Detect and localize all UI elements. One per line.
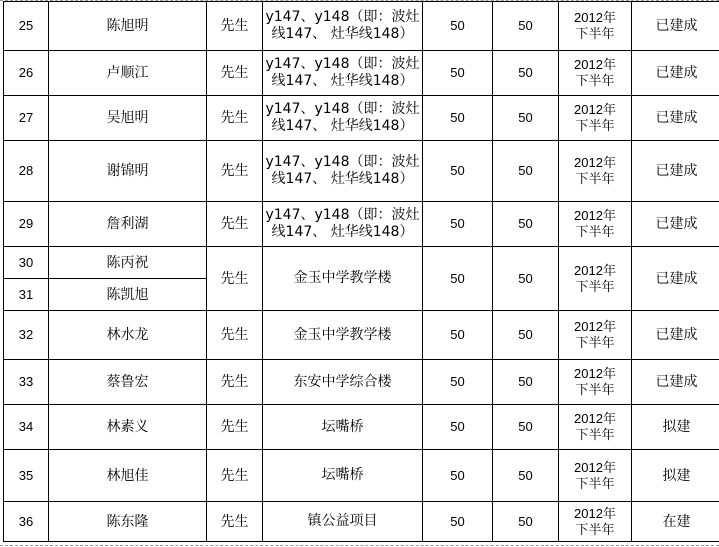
period-cell-line: 下半年 xyxy=(575,171,615,186)
project-cell-line: 线147、 灶华线148） xyxy=(271,118,414,134)
donor-name-cell: 陈旭明 xyxy=(49,2,207,51)
row-number-cell: 26 xyxy=(4,51,49,96)
donor-name-cell: 林素义 xyxy=(49,405,207,450)
project-cell-line: 线147、 灶华线148） xyxy=(271,171,414,187)
project-cell-line: y147、y148（即：波灶 xyxy=(265,207,420,223)
project-cell xyxy=(263,96,423,141)
table-body xyxy=(4,2,719,542)
row-number-cell: 31 xyxy=(4,279,49,311)
period-cell-line: 下半年 xyxy=(575,382,615,397)
donor-name-cell: 詹利湖 xyxy=(49,202,207,247)
status-cell: 已建成 xyxy=(632,202,719,247)
project-cell-line: 金玉中学教学楼 xyxy=(293,326,392,343)
period-cell-line: 2012年 xyxy=(574,57,616,72)
paid-amount-cell: 50 xyxy=(493,502,559,542)
table-row xyxy=(4,2,719,51)
donor-name-cell: 吴旭明 xyxy=(49,96,207,141)
period-cell-line: 2012年 xyxy=(574,10,616,25)
paid-amount-cell: 50 xyxy=(493,405,559,450)
table-row xyxy=(4,247,719,279)
period-cell-line: 2012年 xyxy=(574,208,616,223)
honorific-cell: 先生 xyxy=(207,247,263,311)
period-cell xyxy=(559,311,632,360)
honorific-cell: 先生 xyxy=(207,450,263,502)
period-cell-line: 下半年 xyxy=(575,73,615,88)
status-cell: 拟建 xyxy=(632,405,719,450)
row-number-cell: 28 xyxy=(4,141,49,202)
period-cell-line: 2012年 xyxy=(574,459,616,475)
period-cell-line: 下半年 xyxy=(575,475,615,491)
project-cell xyxy=(263,247,423,311)
amount-cell: 50 xyxy=(423,450,493,502)
paid-amount-cell: 50 xyxy=(493,311,559,360)
project-cell-line: y147、y148（即：波灶 xyxy=(265,9,420,25)
table-row xyxy=(4,311,719,360)
period-cell xyxy=(559,247,632,311)
project-cell-line: 线147、 灶华线148） xyxy=(271,73,414,89)
table-row xyxy=(4,51,719,96)
donor-name-cell: 陈丙祝 xyxy=(49,247,207,279)
project-cell-line: 线147、 灶华线148） xyxy=(271,26,414,42)
status-cell: 已建成 xyxy=(632,311,719,360)
table-row xyxy=(4,202,719,247)
status-cell: 已建成 xyxy=(632,360,719,405)
row-number-cell: 29 xyxy=(4,202,49,247)
project-cell xyxy=(263,2,423,51)
row-number-cell: 36 xyxy=(4,502,49,542)
period-cell xyxy=(559,202,632,247)
period-cell xyxy=(559,405,632,450)
donor-name-cell: 蔡鲁宏 xyxy=(49,360,207,405)
period-cell xyxy=(559,2,632,51)
paid-amount-cell: 50 xyxy=(493,450,559,502)
table-row xyxy=(4,405,719,450)
paid-amount-cell: 50 xyxy=(493,202,559,247)
project-cell xyxy=(263,202,423,247)
honorific-cell: 先生 xyxy=(207,202,263,247)
honorific-cell: 先生 xyxy=(207,502,263,542)
period-cell-line: 下半年 xyxy=(575,427,615,442)
table-row xyxy=(4,360,719,405)
period-cell xyxy=(559,502,632,542)
project-cell-line: 坛嘴桥 xyxy=(321,418,364,435)
amount-cell: 50 xyxy=(423,247,493,311)
row-number-cell: 27 xyxy=(4,96,49,141)
period-cell-line: 2012年 xyxy=(574,411,616,426)
project-cell-line: 东安中学综合楼 xyxy=(293,373,392,390)
project-cell xyxy=(263,450,423,502)
row-number-cell: 33 xyxy=(4,360,49,405)
amount-cell: 50 xyxy=(423,51,493,96)
project-cell-line: 线147、 灶华线148） xyxy=(271,224,414,240)
period-cell-line: 下半年 xyxy=(575,118,615,133)
project-cell-line: y147、y148（即：波灶 xyxy=(265,154,420,170)
row-number-cell: 35 xyxy=(4,450,49,502)
amount-cell: 50 xyxy=(423,141,493,202)
project-cell xyxy=(263,502,423,542)
amount-cell: 50 xyxy=(423,2,493,51)
project-cell xyxy=(263,141,423,202)
paid-amount-cell: 50 xyxy=(493,141,559,202)
amount-cell: 50 xyxy=(423,96,493,141)
table-row xyxy=(4,141,719,202)
paid-amount-cell: 50 xyxy=(493,360,559,405)
honorific-cell: 先生 xyxy=(207,51,263,96)
project-cell-line: y147、y148（即：波灶 xyxy=(265,101,420,117)
row-number-cell: 32 xyxy=(4,311,49,360)
amount-cell: 50 xyxy=(423,360,493,405)
row-number-cell: 25 xyxy=(4,2,49,51)
project-cell xyxy=(263,311,423,360)
period-cell-line: 下半年 xyxy=(575,521,615,537)
project-cell-line: 镇公益项目 xyxy=(307,513,378,529)
amount-cell: 50 xyxy=(423,311,493,360)
amount-cell: 50 xyxy=(423,202,493,247)
period-cell-line: 2012年 xyxy=(574,505,616,521)
status-cell: 已建成 xyxy=(632,96,719,141)
row-number-cell: 34 xyxy=(4,405,49,450)
period-cell-line: 2012年 xyxy=(574,262,616,278)
status-cell: 已建成 xyxy=(632,51,719,96)
honorific-cell: 先生 xyxy=(207,360,263,405)
donor-name-cell: 卢顺江 xyxy=(49,51,207,96)
status-cell: 已建成 xyxy=(632,141,719,202)
project-cell-line: y147、y148（即：波灶 xyxy=(265,56,420,72)
honorific-cell: 先生 xyxy=(207,405,263,450)
period-cell xyxy=(559,360,632,405)
donor-name-cell: 陈凯旭 xyxy=(49,279,207,311)
period-cell-line: 下半年 xyxy=(575,278,615,294)
honorific-cell: 先生 xyxy=(207,96,263,141)
period-cell-line: 2012年 xyxy=(574,319,616,334)
donor-name-cell: 林旭佳 xyxy=(49,450,207,502)
period-cell xyxy=(559,141,632,202)
project-cell-line: 金玉中学教学楼 xyxy=(293,270,392,286)
paid-amount-cell: 50 xyxy=(493,2,559,51)
donor-name-cell: 林水龙 xyxy=(49,311,207,360)
project-cell-line: 坛嘴桥 xyxy=(321,467,364,483)
row-number-cell: 30 xyxy=(4,247,49,279)
paid-amount-cell: 50 xyxy=(493,51,559,96)
table-row xyxy=(4,96,719,141)
period-cell xyxy=(559,96,632,141)
honorific-cell: 先生 xyxy=(207,141,263,202)
period-cell-line: 2012年 xyxy=(574,366,616,381)
period-cell-line: 下半年 xyxy=(575,26,615,41)
donation-table xyxy=(3,1,719,542)
project-cell xyxy=(263,51,423,96)
amount-cell: 50 xyxy=(423,405,493,450)
paid-amount-cell: 50 xyxy=(493,96,559,141)
status-cell: 已建成 xyxy=(632,2,719,51)
honorific-cell: 先生 xyxy=(207,2,263,51)
project-cell xyxy=(263,405,423,450)
donor-name-cell: 谢锦明 xyxy=(49,141,207,202)
honorific-cell: 先生 xyxy=(207,311,263,360)
period-cell-line: 下半年 xyxy=(575,335,615,350)
paid-amount-cell: 50 xyxy=(493,247,559,311)
period-cell-line: 2012年 xyxy=(574,155,616,170)
table-row xyxy=(4,450,719,502)
period-cell-line: 下半年 xyxy=(575,224,615,239)
project-cell xyxy=(263,360,423,405)
table-row xyxy=(4,502,719,542)
amount-cell: 50 xyxy=(423,502,493,542)
status-cell: 在建 xyxy=(632,502,719,542)
period-cell xyxy=(559,450,632,502)
donor-name-cell: 陈东隆 xyxy=(49,502,207,542)
period-cell-line: 2012年 xyxy=(574,102,616,117)
status-cell: 拟建 xyxy=(632,450,719,502)
period-cell xyxy=(559,51,632,96)
status-cell: 已建成 xyxy=(632,247,719,311)
